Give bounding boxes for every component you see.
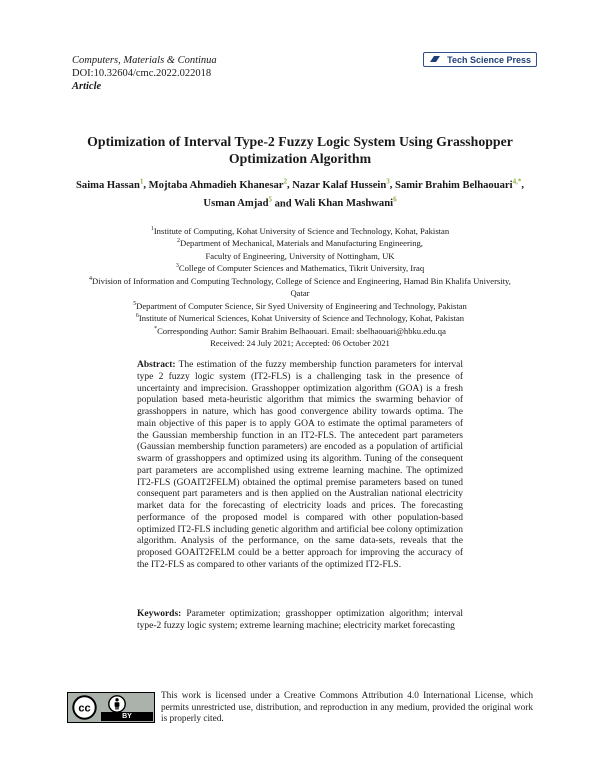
orcid-icon[interactable]: 6 xyxy=(393,195,397,204)
cc-by-badge[interactable] xyxy=(67,692,155,723)
orcid-icon[interactable]: 2 xyxy=(283,177,287,185)
affiliation-line: $^2$Department of Mechanical, Materials and Manufacturing Engineering, xyxy=(177,238,423,249)
attribution-person-icon xyxy=(108,695,126,713)
title-line: Optimization Algorithm xyxy=(228,151,372,166)
orcid-icon[interactable]: 3 xyxy=(386,177,390,185)
doi[interactable]: DOI:10.32604/cmc.2022.022018 xyxy=(72,68,212,79)
abstract-label: Abstract: xyxy=(137,360,176,370)
keywords-label: Keywords: xyxy=(137,609,182,619)
orcid-icon[interactable]: 1 xyxy=(139,177,144,185)
affiliation-line: $^1$Institute of Computing, Kohat University of Science and Technology, Kohat, Pakistan xyxy=(150,225,450,236)
abstract xyxy=(137,360,463,572)
author[interactable]: Usman Amjad$^5$ xyxy=(203,195,272,210)
orcid-icon[interactable]: 5 xyxy=(268,195,272,204)
author[interactable]: Mojtaba Ahmadieh Khanesar$^2$ xyxy=(148,177,287,191)
publisher-logo-icon xyxy=(429,55,441,64)
paper-title xyxy=(70,133,530,167)
author[interactable]: Nazar Kalaf Hussein$^3$ xyxy=(292,177,390,191)
affiliation-line: $^4$Division of Information and Computing Technology, College of Science and Engineering, Hamad Bin Khalifa University, xyxy=(89,275,511,286)
corresponding-author: *Corresponding Author: Samir Brahim Belhaouari. Email: sbelhaouari@hbku.edu.qa xyxy=(154,325,446,336)
affiliations xyxy=(60,224,540,349)
title-line: Optimization of Interval Type-2 Fuzzy Logic System Using Grasshopper xyxy=(87,134,513,149)
author[interactable]: Wali Khan Mashwani$^6$ xyxy=(294,195,397,210)
keywords xyxy=(137,609,463,633)
by-label: BY xyxy=(101,712,153,721)
received-accepted-dates: Received: 24 July 2021; Accepted: 06 October 2021 xyxy=(210,337,390,348)
publisher-logo xyxy=(423,52,537,67)
affiliation-line: $^6$Institute of Numerical Sciences, Kohat University of Science and Technology, Kohat, Pakistan xyxy=(135,313,465,324)
creative-commons-icon xyxy=(72,695,97,720)
article-type: Article xyxy=(72,81,102,92)
license-text: This work is licensed under a Creative Commons Attribution 4.0 International License, which permits unrestricted use, distribution, and reproduction in any medium, provided the original work is properly cited. xyxy=(161,691,533,724)
keywords-text: Parameter optimization; grasshopper optimization algorithm; interval type-2 fuzzy logic system; extreme learning machine; electricity market forecasting xyxy=(137,609,463,631)
orcid-icon[interactable]: 4,* xyxy=(512,177,522,185)
author[interactable]: Samir Brahim Belhaouari$^{4,*}$ xyxy=(395,177,522,191)
author[interactable]: Saima Hassan$^1$ xyxy=(76,177,144,191)
affiliation-line: $^5$Department of Computer Science, Sir Syed University of Engineering and Technology, Pakistan xyxy=(133,300,467,311)
svg-text:cc: cc xyxy=(78,702,91,715)
author-list: Saima Hassan$^1$, Mojtaba Ahmadieh Khanesar$^2$, Nazar Kalaf Hussein$^3$, Samir Brahim Belhaouari$^{4,*}$, Usman Amjad$^5$ and Wali Khan Mashwani$^6$ xyxy=(76,177,524,210)
publisher-name: Tech Science Press xyxy=(447,54,531,65)
affiliation-line: Faculty of Engineering, University of Nottingham, UK xyxy=(205,250,395,261)
journal-header xyxy=(72,54,217,93)
affiliation-line: $^3$College of Computer Sciences and Mathematics, Tikrit University, Iraq xyxy=(175,263,425,274)
affiliation-line: Qatar xyxy=(290,288,310,299)
abstract-text: The estimation of the fuzzy membership function parameters for interval type 2 fuzzy logic system (IT2-FLS) is a challenging task in the presence of uncertainty and imprecision. Grasshopper optimization algorithm (GOA) is a fresh population based meta-heuristic algorithm that mimics the swarming behavior of grasshoppers in nature, which has good convergence ability towards optima. The main objective of this paper is to apply GOA to estimate the optimal parameters of the Gaussian membership function in an IT2-FLS. The antecedent part parameters (Gaussian membership function parameters) are encoded as a population of artificial swarm of grasshoppers and optimized using its algorithm. Tuning of the consequent part parameters are accomplished using extreme learning machine. The optimized IT2-FLS (GOAIT2FELM) obtained the optimal premise parameters based on tuned consequent part parameters and is then applied on the Australian national electricity market data for the forecasting of electricity loads and prices. The forecasting performance of the proposed model is compared with other population-based optimized IT2-FLS including genetic algorithm and artificial bee colony optimization algorithm. Analysis of the performance, on the same data-sets, reveals that the proposed GOAIT2FELM could be a better approach for improving the accuracy of the IT2-FLS as compared to other variants of the optimized IT2-FLS. xyxy=(137,360,463,570)
journal-name: Computers, Materials & Continua xyxy=(72,55,217,66)
